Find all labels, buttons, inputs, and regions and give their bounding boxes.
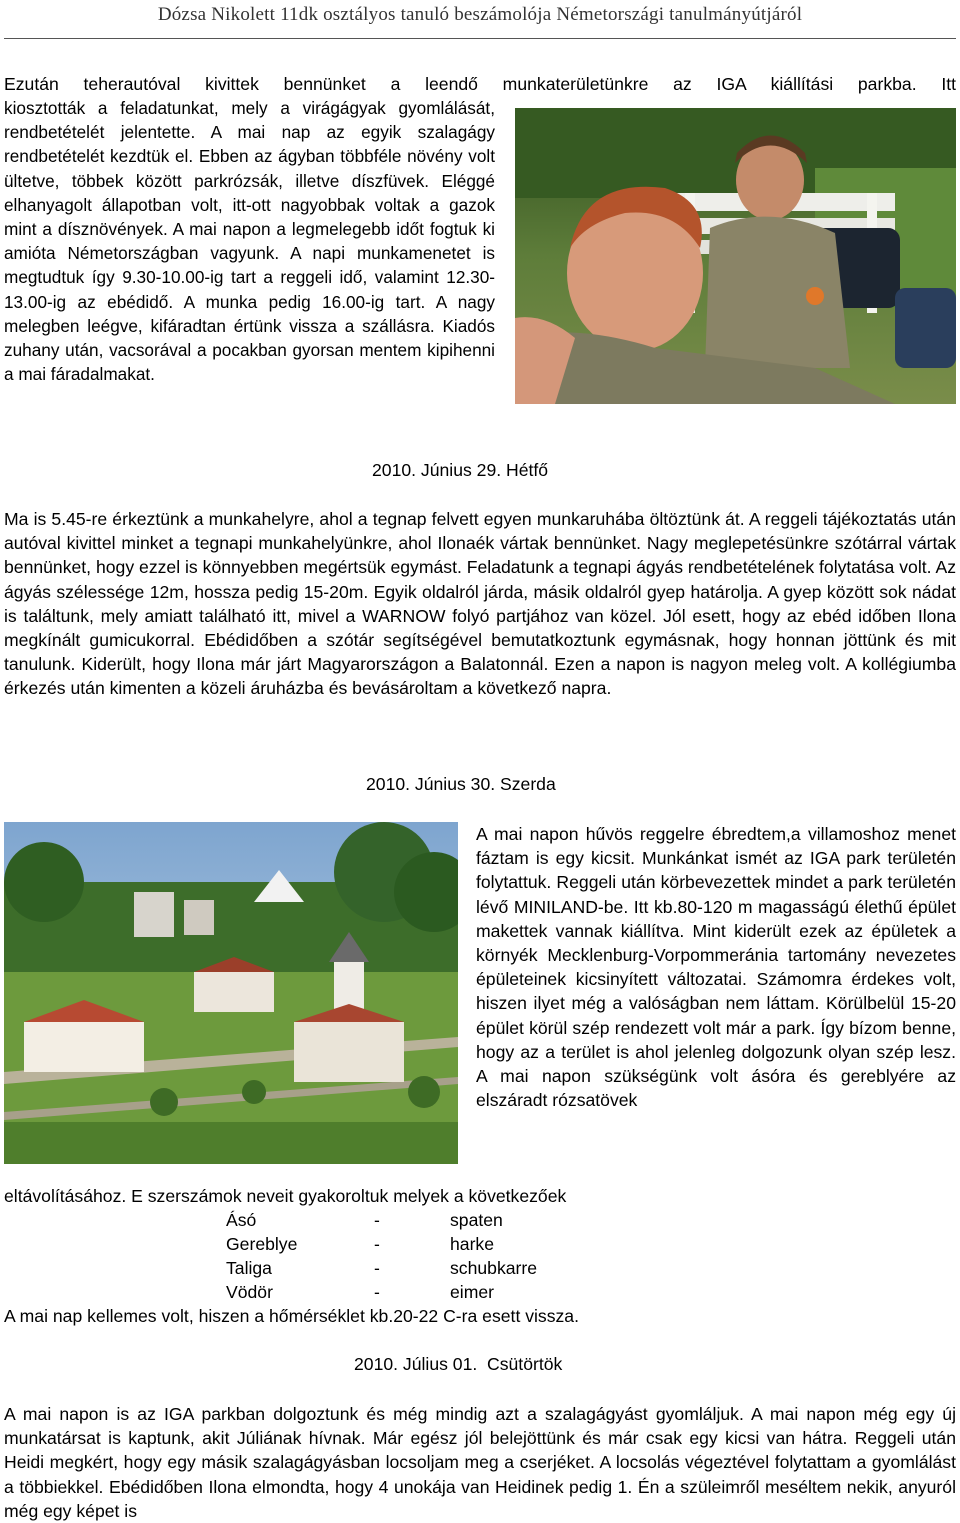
paragraph-june-30-end: eltávolításához. E szerszámok neveit gyakoroltuk melyek a következőek xyxy=(4,1186,567,1206)
date-heading-june-29: 2010. Június 29. Hétfő xyxy=(372,460,549,480)
tool-german: schubkarre xyxy=(450,1258,538,1278)
paragraph-june-30: A mai napon hűvös reggelre ébredtem,a villamoshoz menet fáztam is egy kicsit. Munkánkat ismét az IGA park területén folytattuk. Reggeli után körbevezettek mindet a park területén lévő MINILAND-be. Itt kb.80-120 m magasságú élethű épület makettek vannak kiállítva. Mint kiderült ezek az épületek a környék Mecklenburg-Vorpommeránia tartomány nevezetes épületeinek kicsinyített változatai. Számomra érdekes volt, hiszen ilyet még a valóságban nem láttam. Körülbelül 15-20 épület körül szép rendezett volt már a park. Így bízom benne, hogy az a terület is ahol jelenleg dolgozunk olyan szép lesz. A mai napon szükségünk volt ásóra és gereblyére az elszáradt rózsatövek xyxy=(476,824,956,1111)
tool-separator: - xyxy=(374,1210,380,1230)
tool-german: eimer xyxy=(450,1282,494,1302)
tool-separator: - xyxy=(374,1258,380,1278)
intro-first-line: Ezután teherautóval kivittek bennünket a leendő munkaterületünkre az IGA kiállítási parkba. Itt xyxy=(4,74,956,94)
document-title: Dózsa Nikolett 11dk osztályos tanuló beszámolója Németországi tanulmányútjáról xyxy=(157,4,803,25)
paragraph-july-01: A mai napon is az IGA parkban dolgoztunk és még mindig azt a szalagágyást gyomláljuk. A mai napon még egy új munkatársat is kaptunk, akit Júliának hívnak. Már egész jól belejöttünk és már csak egy kicsi van hátra. Reggeli után Heidi megkért, hogy egy másik szalagágyásban locsoljam meg a cserjéket. A locsolás végeztével folytattam a gyomlálást a többiekkel. Ebédidőben Ilona elmondta, hogy 4 unokája van Heidinek pedig 1. Én a szüleimről meséltem nekik, anyuról még egy képet is xyxy=(4,1404,956,1521)
tool-hungarian: Gereblye xyxy=(226,1234,298,1254)
intro-paragraph: kiosztották a feladatunkat, mely a virágágyak gyomlálását, rendbetételét jelentette. A mai nap az egyik szalagágy rendbetételét kezdtük el. Ebben az ágyban többféle növény volt ültetve, többek között parkrózsák, illetve díszfüvek. Eléggé elhanyagolt állapotban volt, itt-ott nagyobbak voltak a gazok mint a dísznövények. A mai napon a legmelegebb időt fogtuk ki amióta Németországban vagyunk. A napi munkamenetet is megtudtuk így 9.30-10.00-ig tart a reggeli idő, valamint 12.30-13.00-ig az ebédidő. A munka pedig 16.00-ig tart. A nagy melegben leégve, kifáradtan értünk vissza a szállásra. Kiadós zuhany után, vacsorával a pocakban gyorsan mentem kipihenni a mai fáradalmakat. xyxy=(4,98,495,385)
header-rule xyxy=(4,38,956,39)
date-heading-june-30: 2010. Június 30. Szerda xyxy=(366,774,556,794)
paragraph-june-30-closing: A mai nap kellemes volt, hiszen a hőmérséklet kb.20-22 C-ra esett vissza. xyxy=(4,1306,579,1326)
date-heading-july-01: 2010. Július 01. Csütörtök xyxy=(354,1354,563,1374)
tool-separator: - xyxy=(374,1234,380,1254)
tool-hungarian: Taliga xyxy=(226,1258,272,1278)
paragraph-june-29: Ma is 5.45-re érkeztünk a munkahelyre, ahol a tegnap felvett egyen munkaruhába öltöztünk át. A reggeli tájékoztatás után autóval kivittel minket a tegnapi munkahelyünkre, ahol Ilonaék vártak bennünket. Nagy meglepetésünkre szótárral vártak bennünket, hogy ezzel is könnyebben megértsük egymást. Feladatunk a tegnapi ágyás rendbetételének folytatása volt. Az ágyás szélessége 12m, hossza pedig 15-20m. Egyik oldalról járda, másik oldalról gyep határolja. A gyep között sok nádat is találtunk, mely amiatt található itt, mivel a WARNOW folyó partjához van közel. Jól esett, hogy az ebéd időben Ilona megkínált gumicukorral. Ebédidőben a szótár segítségével bemutatkoztunk egymásnak, hogy honnan jöttünk és mit tanulunk. Kiderült, hogy Ilona már járt Magyarországon a Balatonnál. Ezen a napon is nagyon meleg volt. A kollégiumba érkezés után kimenten a közeli áruházba és bevásároltam a következő napra. xyxy=(4,509,956,699)
tool-hungarian: Vödör xyxy=(226,1282,273,1302)
tool-separator: - xyxy=(374,1282,380,1302)
photo-miniland-park xyxy=(4,822,458,1164)
page-header xyxy=(0,0,960,44)
tool-german: spaten xyxy=(450,1210,503,1230)
tool-german: harke xyxy=(450,1234,495,1254)
tool-hungarian: Ásó xyxy=(226,1210,257,1230)
photo-women-on-bench xyxy=(515,108,956,404)
